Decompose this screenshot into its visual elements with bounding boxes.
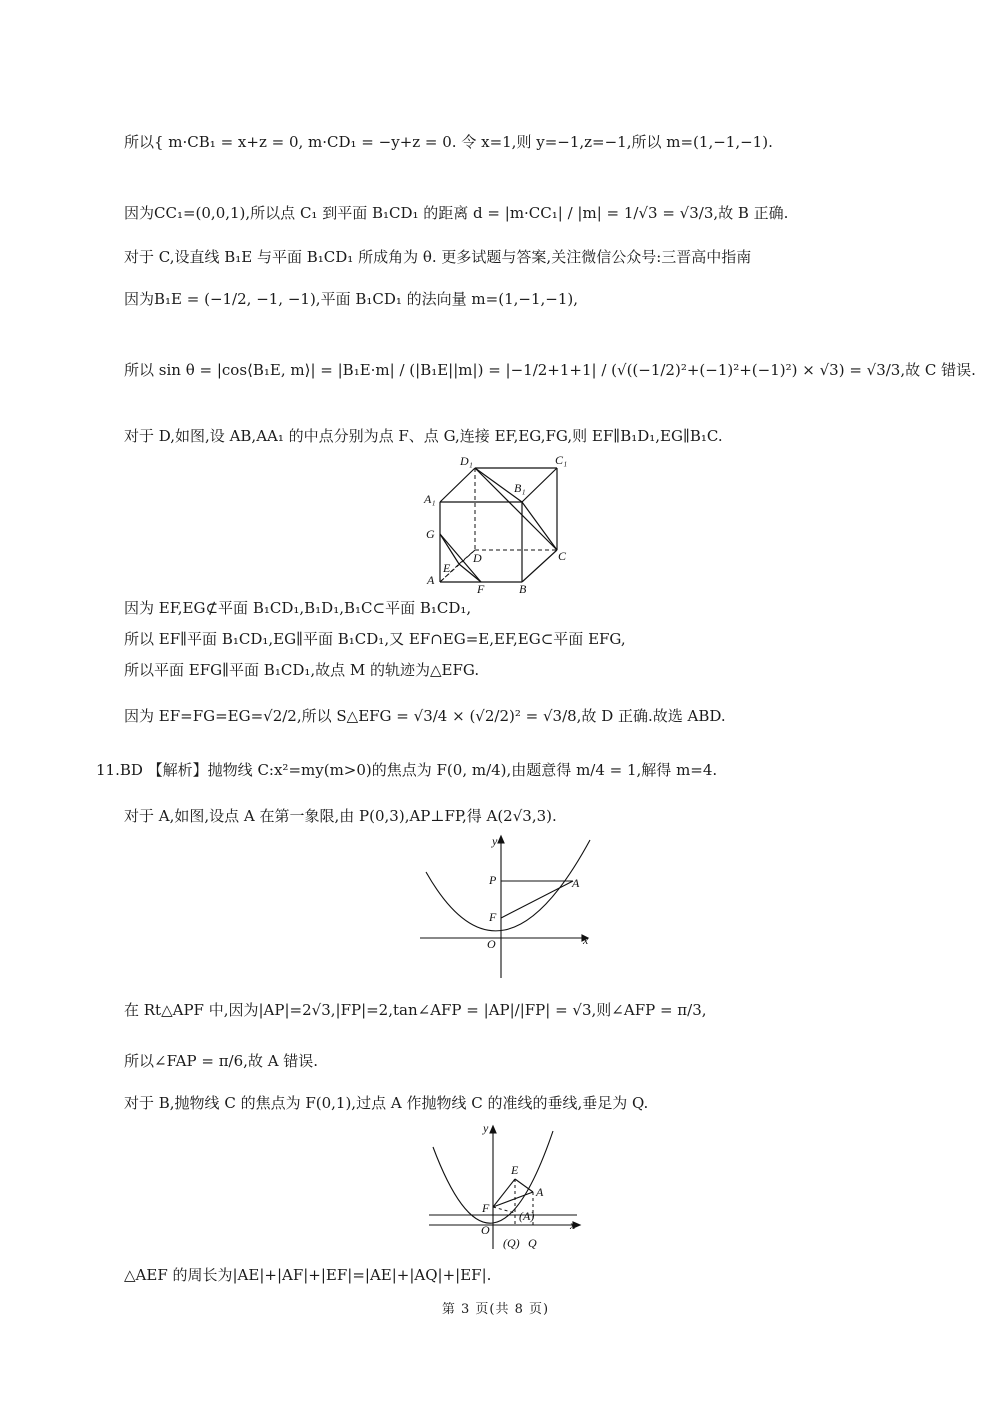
parabola-figure-1: [420, 832, 595, 980]
text-line-9: 所以平面 EFG∥平面 B₁CD₁,故点 M 的轨迹为△EFG.: [124, 661, 480, 679]
label-F: F: [477, 582, 485, 595]
label-A: A: [427, 573, 435, 587]
axis-label-y: y: [483, 1121, 489, 1135]
label-G: G: [426, 527, 435, 541]
label-A1: A₁: [424, 492, 436, 506]
text-line-2: 因为CC₁=(0,0,1),所以点 C₁ 到平面 B₁CD₁ 的距离 d = |m·CC₁| / |m| = 1/√3 = √3/3,故 B 正确.: [124, 204, 789, 222]
label-Q-paren: (Q): [503, 1236, 520, 1250]
text-line-16: △AEF 的周长为|AE|+|AF|+|EF|=|AE|+|AQ|+|EF|.: [124, 1266, 492, 1284]
text-line-14: 所以∠FAP = π/6,故 A 错误.: [124, 1052, 319, 1070]
text-line-15: 对于 B,抛物线 C 的焦点为 F(0,1),过点 A 作抛物线 C 的准线的垂线,垂足为 Q.: [124, 1094, 649, 1112]
axis-label-y: y: [492, 834, 498, 848]
label-P: P: [489, 873, 497, 887]
text-line-7: 因为 EF,EG⊄平面 B₁CD₁,B₁D₁,B₁C⊂平面 B₁CD₁,: [124, 599, 472, 617]
label-Q: Q: [528, 1236, 537, 1250]
text-line-4: 因为B₁E = (−1/2, −1, −1),平面 B₁CD₁ 的法向量 m=(1,−1,−1),: [124, 290, 578, 308]
label-C: C: [558, 549, 567, 563]
text-line-10: 因为 EF=FG=EG=√2/2,所以 S△EFG = √3/4 × (√2/2)² = √3/8,故 D 正确.故选 ABD.: [124, 707, 726, 725]
parabola-figure-2: [425, 1117, 585, 1257]
label-F: F: [482, 1201, 490, 1215]
text-line-12: 对于 A,如图,设点 A 在第一象限,由 P(0,3),AP⊥FP,得 A(2√3,3).: [124, 807, 557, 825]
label-F: F: [489, 910, 497, 924]
axis-label-x: x: [570, 1218, 576, 1232]
text-line-13: 在 Rt△APF 中,因为|AP|=2√3,|FP|=2,tan∠AFP = |AP|/|FP| = √3,则∠AFP = π/3,: [124, 1001, 707, 1019]
label-O: O: [487, 937, 496, 951]
label-O: O: [481, 1223, 490, 1237]
text-line-8: 所以 EF∥平面 B₁CD₁,EG∥平面 B₁CD₁,又 EF∩EG=E,EF,EG⊂平面 EFG,: [124, 630, 626, 648]
text-line-1: 所以{ m·CB₁ = x+z = 0, m·CD₁ = −y+z = 0. 令 x=1,则 y=−1,z=−1,所以 m=(1,−1,−1).: [124, 133, 773, 151]
text-line-5: 所以 sin θ = |cos⟨B₁E, m⟩| = |B₁E·m| / (|B₁E||m|) = |−1/2+1+1| / (√((−1/2)²+(−1)²+(−1)²) × √3) = √3/3,故 C 错误.: [124, 361, 976, 379]
label-A: A: [536, 1185, 544, 1199]
label-D: D: [473, 551, 482, 565]
label-A: A: [572, 876, 580, 890]
label-E: E: [511, 1163, 519, 1177]
label-E: E: [443, 561, 451, 575]
page-footer: 第 3 页(共 8 页): [441, 1302, 550, 1317]
label-B: B: [519, 582, 527, 595]
axis-label-x: x: [583, 933, 589, 947]
label-A-paren: (A): [519, 1209, 535, 1223]
text-line-11: 11.BD 【解析】抛物线 C:x²=my(m>0)的焦点为 F(0, m/4),由题意得 m/4 = 1,解得 m=4.: [96, 761, 718, 779]
text-line-6: 对于 D,如图,设 AB,AA₁ 的中点分别为点 F、点 G,连接 EF,EG,FG,则 EF∥B₁D₁,EG∥B₁C.: [124, 427, 723, 445]
text-line-3: 对于 C,设直线 B₁E 与平面 B₁CD₁ 所成角为 θ. 更多试题与答案,关注微信公众号:三晋高中指南: [124, 248, 752, 266]
label-B1: B₁: [514, 481, 526, 495]
label-C1: C₁: [555, 453, 568, 467]
cube-figure: [415, 450, 585, 595]
label-D1: D₁: [460, 454, 473, 468]
